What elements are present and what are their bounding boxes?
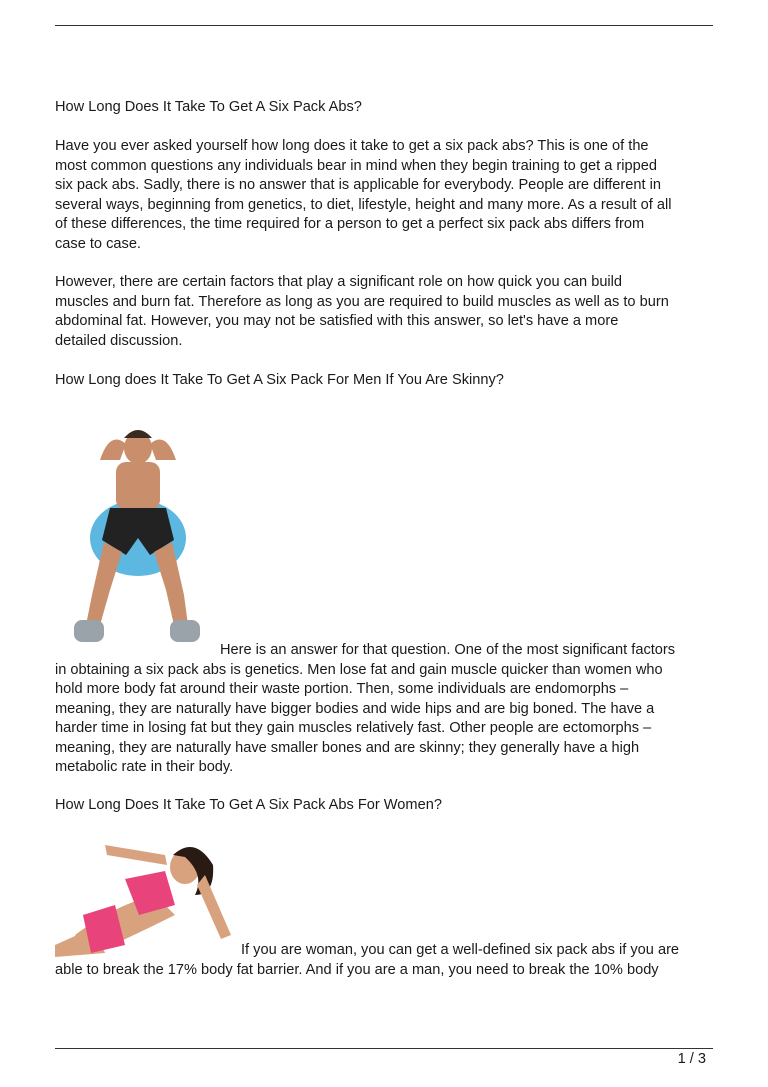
paragraph-line: Here is an answer for that question. One of the most significant factors [220,642,676,658]
paragraph-line: case to case. [55,235,141,252]
top-rule [55,25,713,26]
paragraph-line: Have you ever asked yourself how long does it take to get a six pack abs? This is one of the [55,138,649,154]
paragraph-line: abdominal fat. However, you may not be satisfied with this answer, so let's have a more [55,313,619,329]
paragraph-line: harder time in losing fat but they gain muscles relatively fast. Other people are ectomorphs – [55,720,652,736]
paragraph-line: detailed discussion. [55,332,183,349]
heading: How Long Does It Take To Get A Six Pack Abs For Women? [55,797,442,813]
paragraph-line: six pack abs. Sadly, there is no answer that is applicable for everybody. People are different in [55,177,661,193]
paragraph-line: However, there are certain factors that play a significant role on how quick you can build [55,274,623,290]
paragraph-line: able to break the 17% body fat barrier. And if you are a man, you need to break the 10% body [55,961,659,978]
bottom-rule [55,1048,713,1049]
paragraph-line: of these differences, the time required for a person to get a perfect six pack abs differs from [55,216,645,232]
paragraph-line: If you are woman, you can get a well-defined six pack abs if you are [241,942,680,958]
paragraph-line: hold more body fat around their waste portion. Then, some individuals are endomorphs – [55,681,629,697]
paragraph-line: metabolic rate in their body. [55,759,234,775]
paragraph-line: muscles and burn fat. Therefore as long as you are required to build muscles as well as to burn [55,293,669,310]
paragraph-line: meaning, they are naturally have bigger bodies and wide hips and are big boned. The have a [55,700,655,717]
heading: How Long does It Take To Get A Six Pack For Men If You Are Skinny? [55,372,504,388]
paragraph-line: several ways, beginning from genetics, to diet, lifestyle, height and many more. As a result of all [55,196,672,213]
page-number: 1 / 3 [677,1051,706,1067]
paragraph-line: meaning, they are naturally have smaller bones and are skinny; they generally have a high [55,739,640,756]
man-exercise-ball-photo [70,420,210,655]
paragraph-line: in obtaining a six pack abs is genetics. Men lose fat and gain muscle quicker than women who [55,661,663,678]
woman-crunch-photo [55,835,235,957]
heading: How Long Does It Take To Get A Six Pack Abs? [55,99,362,115]
paragraph-line: most common questions any individuals bear in mind when they begin training to get a ripped [55,157,657,174]
